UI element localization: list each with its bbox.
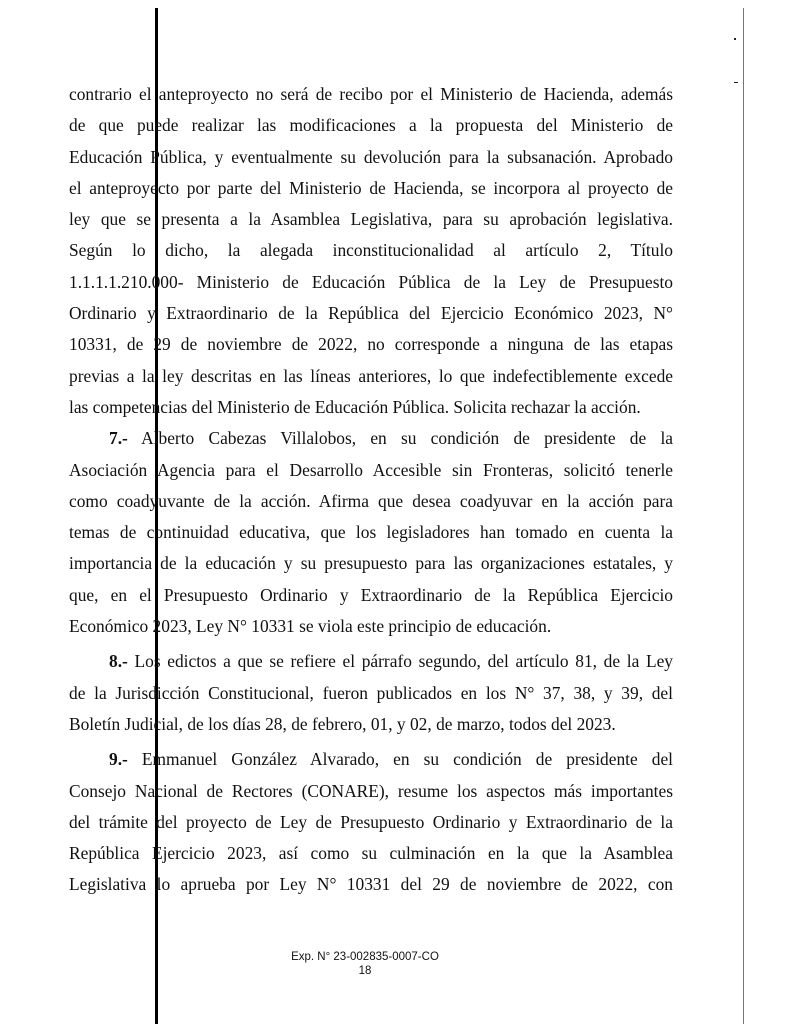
text-line: las competencias del Ministerio de Educación Pública. Solicita rechazar la acción. (69, 396, 641, 417)
paragraph-8 (69, 646, 673, 740)
text-line: Consejo Nacional de Rectores (CONARE), resume los aspectos más importantes (69, 780, 673, 801)
text-line: el anteproyecto por parte del Ministerio de Hacienda, se incorpora al proyecto de (69, 177, 673, 198)
text-line: Según lo dicho, la alegada inconstitucionalidad al artículo 2, Título (69, 240, 673, 261)
text-line: que, en el Presupuesto Ordinario y Extraordinario de la República Ejercicio (69, 584, 673, 605)
scan-dash (734, 82, 738, 83)
text-line: previas a la ley descritas en las líneas anteriores, lo que indefectiblemente excede (69, 365, 673, 386)
text-line: 1.1.1.1.210.000- Ministerio de Educación Pública de la Ley de Presupuesto (69, 271, 673, 292)
text-line: ley que se presenta a la Asamblea Legislativa, para su aprobación legislativa. (69, 209, 673, 230)
document-body (69, 79, 673, 901)
paragraph-first-line (69, 423, 673, 454)
text-line: Boletín Judicial, de los días 28, de febrero, 01, y 02, de marzo, todos del 2023. (69, 713, 616, 734)
footer-expediente: Exp. N° 23-002835-0007-CO (291, 951, 439, 963)
paragraph-lead-text: Emmanuel González Alvarado, en su condición de presidente del (141, 749, 673, 770)
scan-speck (734, 38, 736, 40)
paragraph-9 (69, 744, 673, 900)
paragraph-lead-text: Los edictos a que se refiere el párrafo segundo, del artículo 81, de la Ley (134, 651, 673, 672)
footer-page-number: 18 (358, 965, 372, 977)
scan-edge-line (743, 8, 744, 1024)
text-line: temas de continuidad educativa, que los legisladores han tomado en cuenta la (69, 522, 673, 543)
paragraph-6-continuation (69, 79, 673, 423)
paragraph-first-line (69, 646, 673, 677)
paragraph-number: 7.- (109, 428, 128, 449)
text-line: de la Jurisdicción Constitucional, fueron publicados en los N° 37, 38, y 39, del (69, 682, 673, 703)
paragraph-number: 9.- (109, 749, 128, 770)
text-line: República Ejercicio 2023, así como su culminación en la que la Asamblea (69, 843, 673, 864)
paragraph-number: 8.- (109, 651, 128, 672)
text-line: Legislativa lo aprueba por Ley N° 10331 del 29 de noviembre de 2022, con (69, 874, 673, 895)
paragraph-7 (69, 423, 673, 642)
text-line: Económico 2023, Ley N° 10331 se viola este principio de educación. (69, 616, 552, 637)
text-line: del trámite del proyecto de Ley de Presupuesto Ordinario y Extraordinario de la (69, 811, 673, 832)
text-line: de que puede realizar las modificaciones a la propuesta del Ministerio de (69, 115, 673, 136)
text-line: Ordinario y Extraordinario de la República del Ejercicio Económico 2023, N° (69, 303, 673, 324)
text-line: Asociación Agencia para el Desarrollo Accesible sin Fronteras, solicitó tenerle (69, 459, 673, 480)
text-line: importancia de la educación y su presupuesto para las organizaciones estatales, y (69, 553, 673, 574)
text-line: 10331, de 29 de noviembre de 2022, no corresponde a ninguna de las etapas (69, 334, 673, 355)
paragraph-lead-text: Alberto Cabezas Villalobos, en su condición de presidente de la (141, 428, 674, 449)
text-line: contrario el anteproyecto no será de recibo por el Ministerio de Hacienda, además (69, 84, 673, 104)
text-line: Educación Pública, y eventualmente su devolución para la subsanación. Aprobado (69, 146, 673, 167)
paragraph-first-line (69, 744, 673, 775)
text-line: como coadyuvante de la acción. Afirma que desea coadyuvar en la acción para (69, 490, 673, 511)
